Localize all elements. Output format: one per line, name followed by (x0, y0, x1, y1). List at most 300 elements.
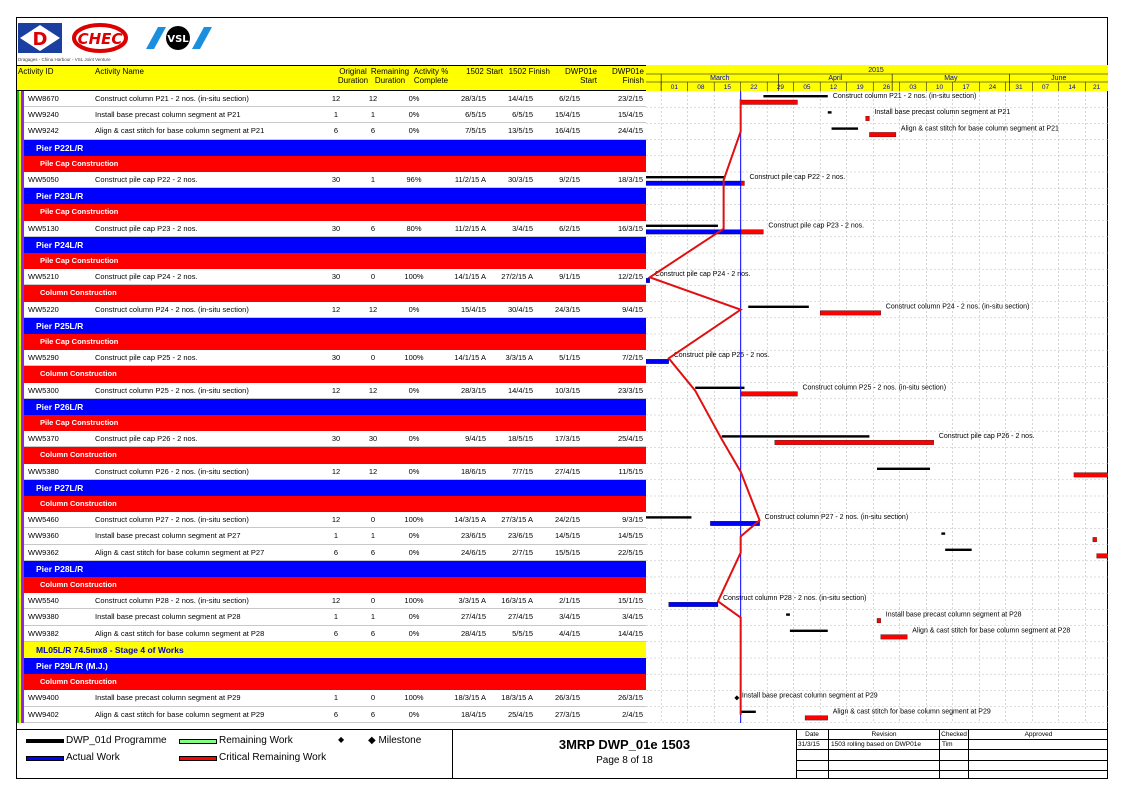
gantt-bar-red (741, 230, 764, 235)
cell-pct: 0% (408, 612, 420, 622)
legend-critical: Critical Remaining Work (219, 752, 327, 763)
cell-id: WW9400 (28, 693, 59, 703)
cell-id: WW9382 (28, 628, 59, 638)
group-title: Pier P26L/R (36, 401, 84, 412)
cell-ds: 15/5/15 (554, 547, 580, 557)
cell-od: 30 (331, 434, 341, 444)
group-title: Pile Cap Construction (40, 256, 119, 265)
cell-ds: 27/3/15 (554, 709, 580, 719)
cell-id: WW9240 (28, 110, 59, 120)
gantt-bar-red (881, 635, 908, 640)
gantt-bar-black (695, 387, 744, 389)
cell-od: 30 (331, 223, 341, 233)
cell-od: 1 (333, 531, 339, 541)
gantt-bar-black (722, 435, 870, 437)
gantt-bar-blue (669, 602, 718, 607)
cell-f1502: 30/4/15 (507, 304, 533, 314)
cell-rd: 6 (370, 223, 376, 233)
cell-f1502: 6/5/15 (512, 110, 533, 120)
cell-id: WW5130 (28, 223, 59, 233)
activity-row (24, 350, 646, 366)
group-title: Column Construction (40, 288, 117, 298)
gantt-bar-red (741, 100, 798, 105)
cell-od: 30 (331, 175, 341, 184)
cell-rd: 0 (370, 272, 376, 282)
timescale-week-label: 24 (988, 84, 997, 91)
group-title: Pier P29L/R (M.J.) (36, 661, 108, 671)
timescale-week-label: 17 (962, 84, 970, 91)
header-dwp-start: DWP01e Start (564, 67, 597, 85)
cell-pct: 0% (408, 628, 420, 638)
cell-f1502: 18/3/15 A (501, 693, 533, 703)
cell-pct: 0% (408, 385, 420, 395)
cell-s1502: 28/3/15 (460, 94, 486, 103)
cell-s1502: 28/3/15 (460, 385, 486, 395)
cell-name: Construct pile cap P25 - 2 nos. (95, 353, 198, 363)
cell-df: 11/5/15 (618, 466, 643, 476)
cell-name: Construct pile cap P23 - 2 nos. (95, 223, 198, 233)
gantt-bar-label: Construct column P24 - 2 nos. (in-situ section) (885, 303, 1030, 311)
cell-rd: 6 (370, 547, 376, 557)
cell-od: 12 (331, 596, 341, 606)
timescale-week-label: 21 (1093, 84, 1101, 91)
gantt-bar-red (741, 392, 798, 397)
pier-group-header (24, 658, 646, 674)
cell-name: Align & cast stitch for base column segment at P29 (95, 709, 265, 719)
cell-pct: 80% (406, 223, 422, 233)
header-original-duration: Original Duration (337, 67, 369, 85)
activity-row (24, 123, 646, 139)
cell-s1502: 27/4/15 (460, 612, 486, 622)
cell-od: 12 (331, 385, 341, 395)
gantt-bar-label: Align & cast stitch for base column segment at P28 (912, 627, 1071, 635)
cell-s1502: 24/6/15 (460, 547, 486, 557)
cell-name: Construct column P25 - 2 nos. (in-situ section) (95, 385, 249, 395)
footer (17, 729, 1108, 779)
cell-id: WW5300 (28, 385, 59, 395)
cell-id: WW9380 (28, 612, 59, 622)
cell-f1502: 27/4/15 (507, 612, 533, 622)
timescale-week-label: 14 (1068, 84, 1076, 91)
cell-pct: 100% (404, 515, 424, 525)
header-activity-name: Activity Name (95, 67, 144, 76)
timescale (646, 65, 1108, 91)
gantt-bar-red (820, 311, 881, 316)
cell-s1502: 18/3/15 A (454, 693, 486, 703)
header-activity-pct: Activity % Complete (413, 67, 449, 85)
subgroup-header (24, 285, 646, 301)
rev-header-date: Date (805, 731, 819, 738)
cell-od: 6 (333, 547, 339, 557)
cell-id: WW9362 (28, 547, 59, 557)
cell-name: Construct column P26 - 2 nos. (in-situ section) (95, 466, 249, 476)
timescale-week-label: 10 (935, 84, 944, 91)
gantt-bar-label: Construct pile cap P22 - 2 nos. (749, 174, 846, 181)
subgroup-header (24, 156, 646, 172)
group-title: Column Construction (40, 369, 117, 379)
cell-df: 14/4/15 (617, 628, 643, 638)
cell-ds: 24/3/15 (554, 304, 580, 314)
cell-id: WW5290 (28, 353, 59, 363)
subgroup-header (24, 334, 646, 350)
timescale-week-label: 26 (882, 84, 891, 91)
cell-ds: 26/3/15 (554, 693, 580, 703)
cell-ds: 27/4/15 (554, 466, 580, 476)
cell-pct: 0% (408, 531, 420, 541)
cell-df: 24/4/15 (617, 126, 643, 136)
cell-id: WW5380 (28, 466, 59, 476)
activity-row (24, 545, 646, 561)
pier-group-header (24, 140, 646, 156)
cell-id: WW5370 (28, 434, 59, 444)
cell-df: 23/3/15 (617, 385, 643, 395)
gantt-bar-black (748, 306, 809, 308)
gantt-bar-blue (710, 521, 759, 526)
gantt-bar-red (1097, 554, 1108, 559)
activity-row (24, 593, 646, 609)
cell-rd: 30 (368, 434, 378, 444)
gantt-bar-black (741, 711, 756, 713)
timescale-week-label: 07 (1041, 84, 1050, 91)
cell-df: 2/4/15 (622, 709, 643, 719)
group-title: Pier P22L/R (36, 142, 84, 153)
cell-ds: 14/5/15 (554, 531, 580, 541)
cell-od: 6 (333, 628, 339, 638)
cell-od: 1 (333, 612, 339, 622)
activity-row (24, 626, 646, 642)
cell-pct: 0% (408, 547, 420, 557)
cell-rd: 12 (368, 94, 378, 103)
cell-rd: 0 (370, 353, 376, 363)
subgroup-header (24, 253, 646, 269)
cell-df: 9/3/15 (622, 515, 643, 525)
activity-row (24, 302, 646, 318)
cell-id: WW9242 (28, 126, 59, 136)
cell-rd: 0 (370, 693, 376, 703)
cell-s1502: 14/3/15 A (454, 515, 486, 525)
vsl-logo (146, 26, 212, 50)
cell-od: 1 (333, 110, 339, 120)
cell-df: 22/5/15 (617, 547, 643, 557)
activity-row (24, 609, 646, 625)
cell-rd: 1 (370, 110, 376, 120)
cell-pct: 100% (404, 272, 424, 282)
cell-f1502: 13/5/15 (507, 126, 533, 136)
group-title: Pier P27L/R (36, 482, 84, 493)
rev-header-approved: Approved (1024, 731, 1053, 738)
cell-id: WW5460 (28, 515, 59, 525)
header-remaining-duration: Remaining Duration (370, 67, 410, 85)
cell-ds: 17/3/15 (554, 434, 580, 444)
cell-name: Install base precast column segment at P28 (95, 612, 241, 622)
activity-row (24, 172, 646, 188)
cell-f1502: 27/3/15 A (501, 515, 533, 525)
cell-df: 16/3/15 (617, 223, 643, 233)
cell-pct: 0% (408, 126, 420, 136)
cell-f1502: 2/7/15 (512, 547, 533, 557)
gantt-bar-black (828, 111, 832, 113)
activity-row (24, 690, 646, 706)
svg-text:CHEC: CHEC (77, 30, 123, 48)
cell-rd: 6 (370, 126, 376, 136)
timescale-week-label: 19 (856, 84, 864, 91)
cell-ds: 10/3/15 (554, 385, 580, 395)
group-title: ML05L/R 74.5mx8 - Stage 4 of Works (36, 644, 184, 655)
cell-rd: 12 (368, 304, 378, 314)
rev-checked: Tim (942, 741, 953, 748)
rev-header-revision: Revision (871, 731, 897, 738)
cell-ds: 24/2/15 (554, 515, 580, 525)
gantt-bar-red (1093, 537, 1097, 542)
subgroup-header (24, 496, 646, 512)
cell-s1502: 9/4/15 (465, 434, 486, 444)
cell-rd: 1 (370, 612, 376, 622)
cell-s1502: 18/6/15 (460, 466, 486, 476)
rev-header-checked: Checked (941, 731, 967, 738)
cell-rd: 6 (370, 709, 376, 719)
cell-name: Construct column P24 - 2 nos. (in-situ section) (95, 304, 249, 314)
cell-s1502: 23/6/15 (460, 531, 486, 541)
pier-group-header (24, 318, 646, 334)
cell-rd: 0 (370, 515, 376, 525)
legend-actual: Actual Work (66, 752, 120, 763)
cell-rd: 1 (370, 175, 376, 184)
activity-row (24, 707, 646, 723)
legend-diamond-icon: ◆ (338, 735, 345, 744)
group-title: Column Construction (40, 450, 117, 460)
gantt-bar-red (741, 181, 745, 186)
cell-f1502: 14/4/15 (507, 94, 533, 103)
cell-f1502: 23/6/15 (507, 531, 533, 541)
group-title: Pier P28L/R (36, 563, 84, 574)
cell-name: Install base precast column segment at P29 (95, 693, 241, 703)
footer-title: 3MRP DWP_01e 1503 (558, 737, 691, 752)
cell-id: WW8670 (28, 94, 59, 103)
cell-s1502: 28/4/15 (460, 628, 486, 638)
rev-revision: 1503 rolling based on DWP01e (831, 741, 921, 748)
gantt-milestone-diamond (734, 695, 739, 700)
gantt-bar-label: Construct column P28 - 2 nos. (in-situ section) (722, 595, 867, 603)
cell-pct: 0% (408, 709, 420, 719)
cell-f1502: 7/7/15 (512, 466, 533, 476)
gantt-chart (646, 91, 1108, 723)
gantt-bar-label: Construct pile cap P23 - 2 nos. (768, 222, 865, 230)
gantt-bar-label: Construct pile cap P25 - 2 nos. (673, 352, 770, 360)
cell-od: 6 (333, 126, 339, 136)
cell-od: 30 (331, 353, 341, 363)
progress-line (650, 99, 760, 715)
group-title: Pile Cap Construction (40, 418, 119, 427)
timescale-month-label: April (828, 75, 843, 82)
timescale-week-label: 08 (697, 84, 705, 91)
group-title: Pile Cap Construction (40, 207, 119, 217)
cell-s1502: 7/5/15 (465, 126, 486, 136)
cell-name: Align & cast stitch for base column segment at P28 (95, 628, 265, 638)
group-title: Pile Cap Construction (40, 337, 119, 346)
cell-s1502: 6/5/15 (465, 110, 486, 120)
cell-name: Construct column P27 - 2 nos. (in-situ section) (95, 515, 249, 525)
cell-rd: 6 (370, 628, 376, 638)
activity-row (24, 383, 646, 399)
chec-logo (74, 25, 126, 51)
cell-f1502: 25/4/15 (507, 709, 533, 719)
legend-milestone: ◆ Milestone (368, 735, 422, 746)
legend-dwp01d-swatch (26, 739, 64, 743)
cell-pct: 100% (404, 693, 424, 703)
cell-id: WW9402 (28, 709, 59, 719)
cell-pct: 96% (406, 175, 422, 184)
revision-table (796, 730, 1108, 779)
gantt-bar-red (877, 618, 881, 623)
cell-ds: 6/2/15 (559, 94, 580, 103)
gantt-bar-black (786, 613, 790, 615)
svg-text:D: D (32, 29, 48, 50)
cell-s1502: 11/2/15 A (454, 175, 486, 184)
timescale-week-label: 03 (909, 84, 917, 91)
cell-f1502: 3/4/15 (512, 223, 533, 233)
cell-rd: 0 (370, 596, 376, 606)
cell-od: 12 (331, 94, 341, 103)
gantt-bar-label: Construct pile cap P26 - 2 nos. (938, 433, 1035, 441)
cell-id: WW5540 (28, 596, 59, 606)
subgroup-header (24, 674, 646, 690)
cell-name: Construct pile cap P22 - 2 nos. (95, 175, 198, 184)
cell-id: WW5220 (28, 304, 59, 314)
cell-df: 26/3/15 (617, 693, 643, 703)
cell-id: WW5050 (28, 175, 59, 184)
gantt-bar-label: Construct column P25 - 2 nos. (in-situ section) (802, 384, 947, 392)
gantt-bar-blue (646, 278, 650, 283)
cell-ds: 3/4/15 (559, 612, 580, 622)
timescale-week-label: 22 (750, 84, 758, 91)
subgroup-header (24, 415, 646, 431)
cell-pct: 100% (404, 353, 424, 363)
timescale-week-label: 31 (1015, 84, 1023, 91)
group-title: Pier P24L/R (36, 239, 84, 250)
cell-df: 23/2/15 (617, 94, 643, 103)
cell-name: Construct pile cap P26 - 2 nos. (95, 434, 198, 444)
pier-group-header (24, 561, 646, 577)
group-title: Pier P23L/R (36, 191, 84, 202)
cell-ds: 16/4/15 (554, 126, 580, 136)
cell-pct: 0% (408, 434, 420, 444)
legend-dwp01d: DWP_01d Programme (66, 735, 167, 746)
timescale-week-label: 01 (670, 84, 679, 91)
cell-ds: 9/1/15 (559, 272, 580, 282)
gantt-bar-black (646, 225, 718, 227)
cell-f1502: 5/5/15 (512, 628, 533, 638)
gantt-bar-label: Install base precast column segment at P29 (741, 692, 878, 700)
cell-s1502: 14/1/15 A (454, 353, 486, 363)
cell-df: 3/4/15 (622, 612, 643, 622)
cell-od: 12 (331, 515, 341, 525)
cell-name: Align & cast stitch for base column segment at P27 (95, 547, 265, 557)
legend-actual-swatch (26, 756, 64, 761)
cell-s1502: 15/4/15 (460, 304, 486, 314)
timescale-year: 2015 (868, 67, 884, 74)
cell-name: Align & cast stitch for base column segment at P21 (95, 126, 265, 136)
cell-s1502: 18/4/15 (460, 709, 486, 719)
cell-df: 7/2/15 (622, 353, 643, 363)
cell-id: WW5210 (28, 272, 59, 282)
cell-name: Construct column P28 - 2 nos. (in-situ section) (95, 596, 249, 606)
cell-ds: 6/2/15 (559, 223, 580, 233)
cell-pct: 0% (408, 304, 420, 314)
cell-s1502: 3/3/15 A (458, 596, 486, 606)
subgroup-header (24, 204, 646, 220)
cell-name: Install base precast column segment at P21 (95, 110, 241, 120)
dragages-logo (18, 23, 62, 53)
gantt-bar-black (646, 176, 726, 178)
gantt-bar-black (945, 549, 972, 551)
rev-date: 31/3/15 (798, 741, 820, 748)
group-title: Pile Cap Construction (40, 158, 119, 168)
cell-name: Construct pile cap P24 - 2 nos. (95, 272, 198, 282)
activity-row (24, 91, 646, 107)
legend-remaining: Remaining Work (219, 735, 293, 746)
pier-group-header (24, 188, 646, 204)
gantt-bar-black (790, 630, 828, 632)
cell-df: 12/2/15 (617, 272, 643, 282)
legend-remaining-swatch (179, 739, 217, 744)
gantt-bar-label: Align & cast stitch for base column segment at P21 (900, 125, 1059, 133)
header-1502-start: 1502 Start (466, 67, 503, 76)
cell-name: Construct column P21 - 2 nos. (in-situ section) (95, 94, 249, 103)
cell-pct: 0% (408, 94, 420, 103)
activity-row (24, 221, 646, 237)
timescale-month-label: March (710, 75, 730, 82)
gantt-bar-red (805, 716, 828, 721)
gantt-bar-black (941, 532, 945, 534)
gantt-bar-label: Install base precast column segment at P28 (885, 611, 1022, 619)
cell-ds: 9/2/15 (559, 175, 580, 184)
outline-level-bars (17, 91, 24, 723)
cell-df: 9/4/15 (622, 304, 643, 314)
gantt-bar-red (1074, 473, 1108, 478)
gantt-bar-red (775, 440, 934, 445)
cell-rd: 12 (368, 466, 378, 476)
gantt-bar-blue (646, 230, 741, 235)
timescale-month-label: May (944, 75, 958, 82)
activity-row (24, 464, 646, 480)
gantt-bar-black (832, 127, 859, 129)
subgroup-header (24, 366, 646, 382)
timescale-week-label: 15 (723, 84, 732, 91)
cell-f1502: 14/4/15 (507, 385, 533, 395)
activity-row (24, 107, 646, 123)
cell-pct: 0% (408, 110, 420, 120)
gantt-bar-label: Align & cast stitch for base column segment at P29 (832, 708, 991, 716)
cell-pct: 100% (404, 596, 424, 606)
cell-rd: 1 (370, 531, 376, 541)
timescale-month-label: June (1051, 75, 1067, 82)
activity-row (24, 528, 646, 544)
cell-df: 14/5/15 (617, 531, 643, 541)
gantt-bar-black (763, 95, 827, 97)
cell-f1502: 18/5/15 (507, 434, 533, 444)
cell-od: 1 (333, 693, 339, 703)
cell-pct: 0% (408, 466, 420, 476)
footer-page-number: Page 8 of 18 (596, 755, 653, 766)
timescale-week-label: 12 (829, 84, 838, 91)
group-title: Column Construction (40, 677, 117, 687)
cell-id: WW9360 (28, 531, 59, 541)
gantt-bar-black (646, 516, 691, 518)
legend-critical-swatch (179, 756, 217, 761)
gantt-bar-red (866, 116, 870, 121)
cell-s1502: 14/1/15 A (454, 272, 486, 282)
gantt-bar-label: Install base precast column segment at P21 (874, 109, 1011, 117)
